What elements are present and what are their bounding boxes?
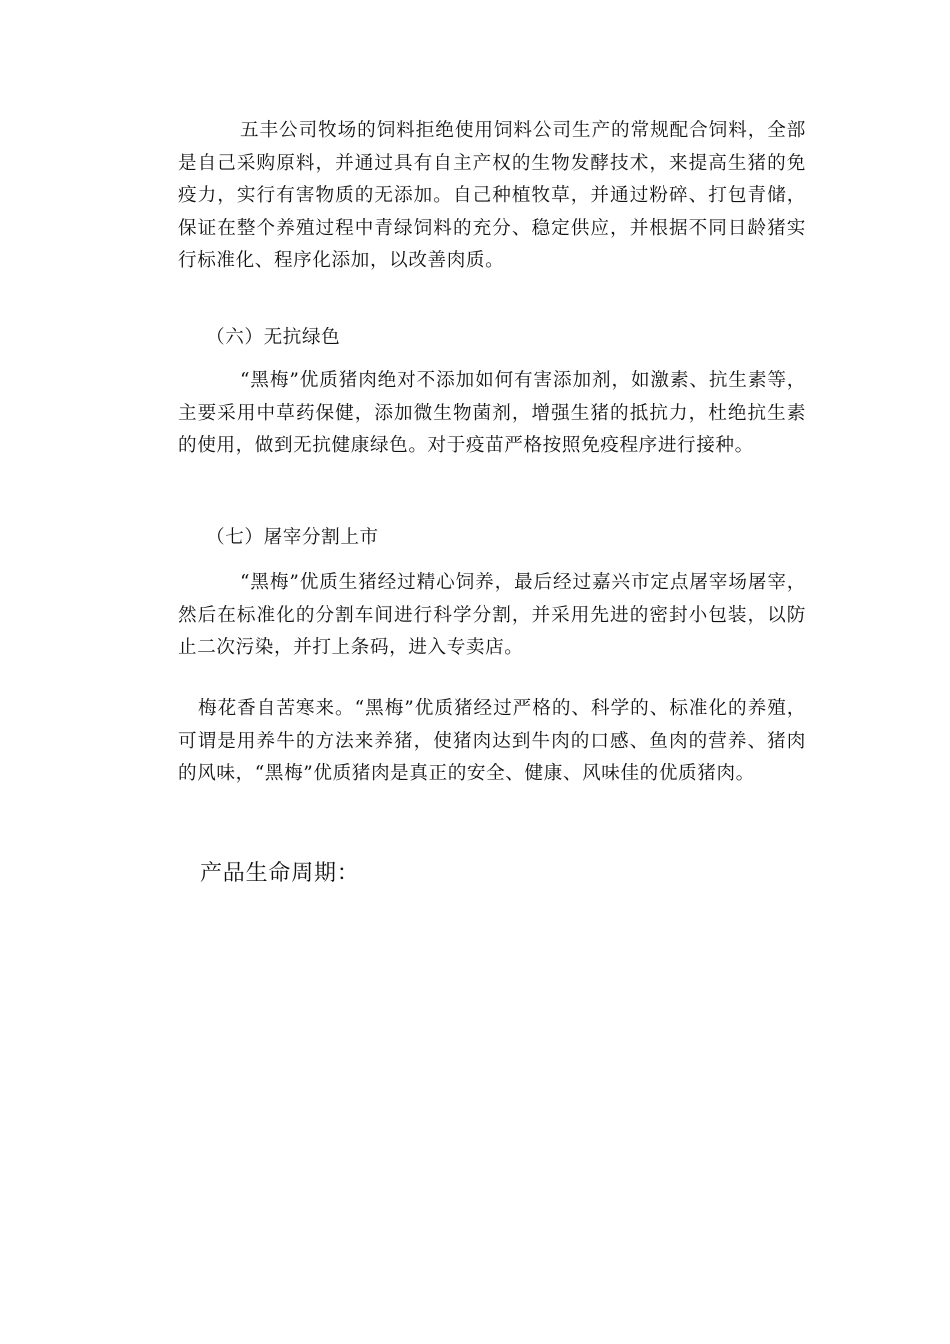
paragraph-summary: 梅花香自苦寒来。“黑梅”优质猪经过严格的、科学的、标准化的养殖，可谓是用养牛的方法来养猪，使猪肉达到牛肉的口感、鱼肉的营养、猪肉的风味，“黑梅”优质猪肉是真正的安全、健康、风味佳的优质猪肉。 — [178, 698, 806, 784]
paragraph-slaughter: “黑梅”优质生猪经过精心饲养，最后经过嘉兴市定点屠宰场屠宰，然后在标准化的分割车间进行科学分割，并采用先进的密封小包装，以防止二次污染，并打上条码，进入专卖店。 — [178, 572, 806, 658]
heading-antibiotic-free: （六）无抗绿色 — [206, 327, 341, 348]
paragraph-feed: 五丰公司牧场的饲料拒绝使用饲料公司生产的常规配合饲料，全部是自己采购原料，并通过具有自主产权的生物发酵技术，来提高生猪的免疫力，实行有害物质的无添加。自己种植牧草，并通过粉碎、打包青储，保证在整个养殖过程中青绿饲料的充分、稳定供应，并根据不同日龄猪实行标准化、程序化添加，以改善肉质。 — [178, 120, 806, 271]
heading-slaughter: （七）屠宰分割上市 — [206, 527, 379, 548]
paragraph-antibiotic-free: “黑梅”优质猪肉绝对不添加如何有害添加剂，如激素、抗生素等，主要采用中草药保健，添加微生物菌剂，增强生猪的抵抗力，杜绝抗生素的使用，做到无抗健康绿色。对于疫苗严格按照免疫程序进行接种。 — [178, 370, 806, 456]
section-title-product-lifecycle: 产品生命周期： — [200, 861, 360, 886]
